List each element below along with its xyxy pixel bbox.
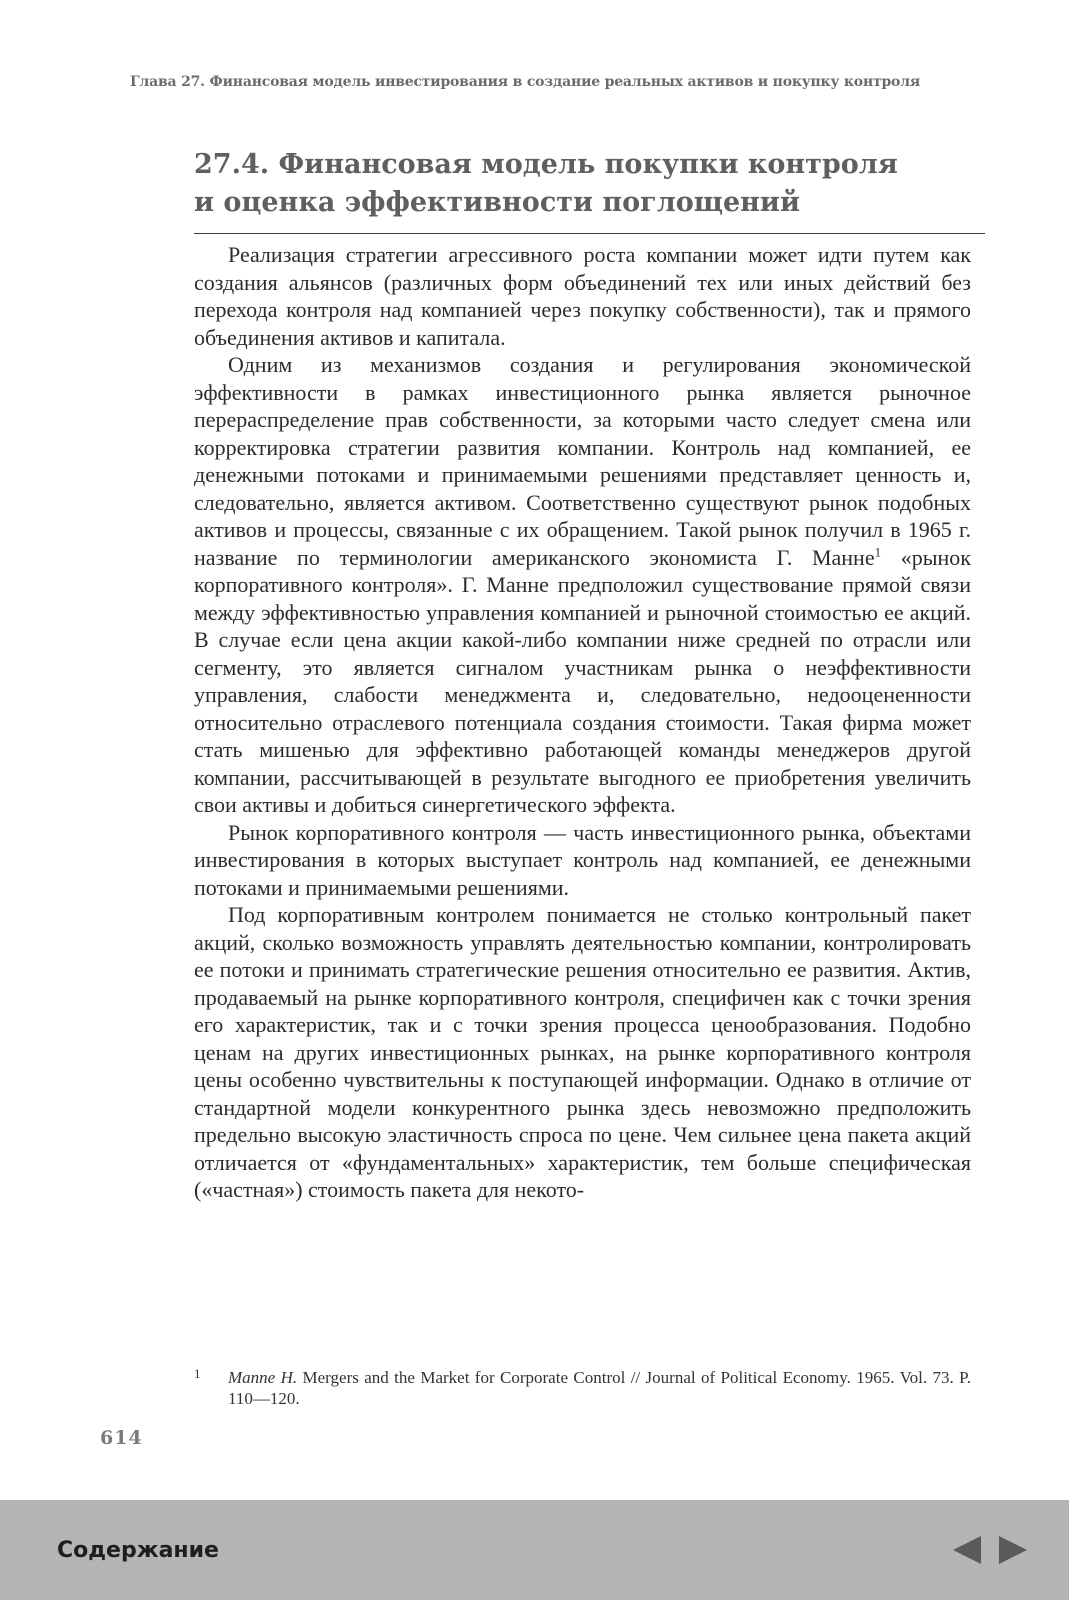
footnote-author: Manne H. — [228, 1368, 298, 1387]
triangle-right-icon — [999, 1536, 1027, 1564]
paragraph-1 — [194, 241, 971, 351]
paragraph-2-continuation: «рынок корпоративного контроля». Г. Манне предположил существование прямой связи между эффективностью управления компанией и рыночной стоимостью ее акций. В случае если цена акции какой-либо компании ниже средней по отрасли или сегменту, это является сигналом участникам рынка о неэффективности управления, слабости менеджмента и, следовательно, недооцененности относительно отраслевого потенциала создания стоимости. Такая фирма может стать мишенью для эффективно работающей команды менеджеров другой компании, рассчитывающей в результате выгодного ее приобретения увеличить свои активы и добиться синергетического эффекта. — [194, 544, 971, 817]
section-title-line-2: и оценка эффективности поглощений — [194, 187, 800, 218]
paragraph-3-text: Рынок корпоративного контроля — часть инвестиционного рынка, объектами инвестирования в которых выступает контроль над компанией, ее денежными потоками и принимаемыми решениями. — [194, 819, 971, 900]
contents-link[interactable]: Содержание — [57, 1538, 219, 1563]
footnote-mark: 1 — [194, 1366, 201, 1381]
next-page-button[interactable] — [997, 1534, 1029, 1566]
body-text — [194, 241, 971, 1204]
footnote-text — [228, 1367, 971, 1409]
page-number: 614 — [100, 1427, 143, 1449]
previous-page-button[interactable] — [951, 1534, 983, 1566]
section-title — [194, 146, 984, 222]
paragraph-4 — [194, 901, 971, 1204]
paragraph-3 — [194, 819, 971, 902]
paragraph-4-text: Под корпоративным контролем понимается не столько контрольный пакет акций, сколько возможность управлять деятельностью компании, контролировать ее потоки и принимать стратегические решения относительно ее развития. Актив, продаваемый на рынке корпоративного контроля, специфичен как с точки зрения его характеристик, так и с точки зрения процесса ценообразования. Подобно ценам на других инвестиционных рынках, на рынке корпоративного контроля цены особенно чувствительны к поступающей информации. Однако в отличие от стандартной модели конкурентного рынка здесь невозможно предположить предельно высокую эластичность спроса по цене. Чем сильнее цена пакета акций отличается от «фундаментальных» характеристик, тем больше специфическая («частная») стоимость пакета для некото- — [194, 902, 971, 1202]
footnote-reference[interactable]: 1 — [874, 544, 882, 560]
paragraph-2 — [194, 351, 971, 819]
paragraph-2-text: Одним из механизмов создания и регулирования экономической эффективности в рамках инвестиционного рынка является рыночное перераспределение прав собственности, за которыми часто следует смена или корректировка стратегии развития компании. Контроль над компанией, ее денежными потоками и принимаемыми решениями представляет ценность и, следовательно, является активом. Соответственно существуют рынок подобных активов и процессы, связанные с их обращением. Такой рынок получил в 1965 г. название по терминологии американского экономиста Г. Манне — [194, 352, 971, 570]
triangle-left-icon — [953, 1536, 981, 1564]
section-title-line-1: 27.4. Финансовая модель покупки контроля — [194, 149, 898, 180]
footnote-citation: Mergers and the Market for Corporate Control // Journal of Political Economy. 1965. Vol. 73. P. 110—120. — [228, 1368, 972, 1408]
footnote — [194, 1367, 971, 1409]
title-rule — [194, 233, 985, 234]
paragraph-1-text: Реализация стратегии агрессивного роста компании может идти путем как создания альянсов (различных форм объединений тех или иных действий без перехода контроля над компанией через покупку собственности), так и прямого объединения активов и капитала. — [194, 242, 971, 350]
navigation-bar — [0, 1500, 1069, 1600]
running-head: Глава 27. Финансовая модель инвестирования в создание реальных активов и покупку контроля — [130, 74, 921, 90]
